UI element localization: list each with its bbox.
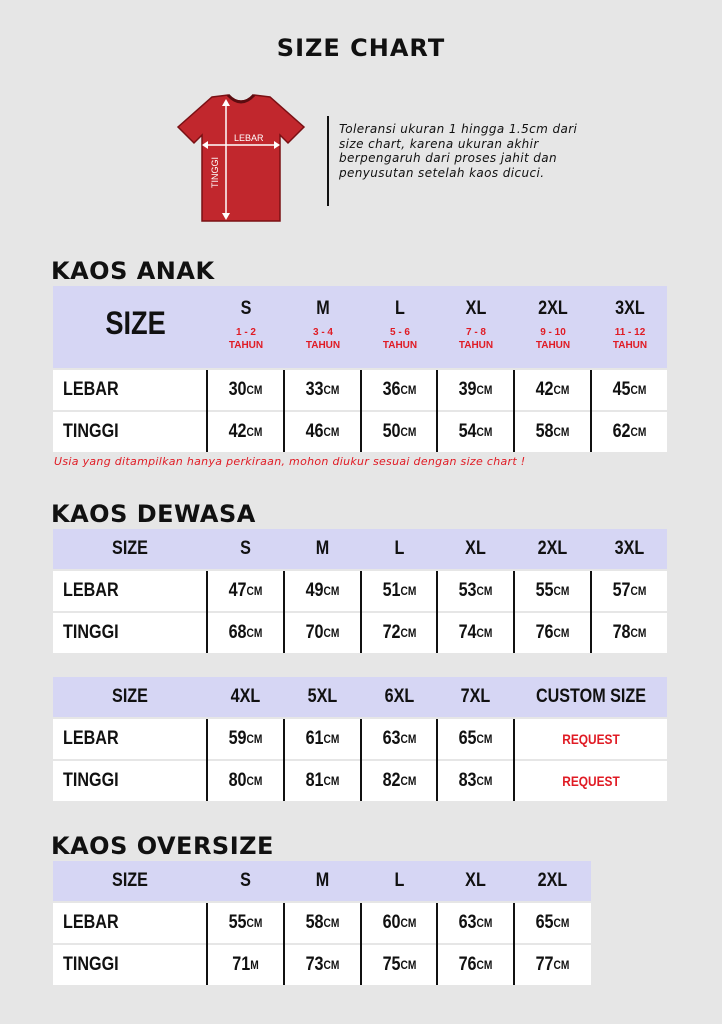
- dewasa2-tinggi-value: 81 CM: [305, 770, 340, 791]
- anak-tinggi-value: 42 CM: [228, 421, 263, 442]
- oversize-size-head: M: [315, 870, 330, 891]
- oversize-tinggi-value: 73 CM: [305, 954, 340, 975]
- column-divider: [206, 903, 208, 985]
- oversize-lebar-value: 60 CM: [382, 912, 417, 933]
- dewasa-tinggi-label: TINGGI: [63, 622, 119, 643]
- age-warning: Usia yang ditampilkan hanya perkiraan, mohon diukur sesuai dengan size chart !: [54, 455, 526, 468]
- anak-lebar-value: 36 CM: [382, 379, 417, 400]
- custom-lebar-request: REQUEST: [562, 731, 620, 747]
- column-divider: [283, 571, 285, 653]
- dewasa2-lebar-value: 61 CM: [305, 728, 340, 749]
- dewasa-size-head: 3XL: [614, 538, 645, 559]
- anak-size-head: XL 7 - 8 TAHUN: [458, 298, 494, 351]
- dewasa2-size-head: 6XL: [384, 686, 415, 707]
- oversize-tinggi-label: TINGGI: [63, 954, 119, 975]
- tshirt-diagram: [176, 93, 306, 225]
- custom-tinggi-request: REQUEST: [562, 773, 620, 789]
- dewasa-tinggi-value: 76 CM: [535, 622, 570, 643]
- column-divider: [360, 370, 362, 452]
- dewasa-size-head: L: [394, 538, 405, 559]
- dewasa2-tinggi-value: 80 CM: [228, 770, 263, 791]
- anak-size-head: L 5 - 6 TAHUN: [382, 298, 418, 351]
- page-title: SIZE CHART: [276, 34, 446, 62]
- dewasa-lebar-value: 51 CM: [382, 580, 417, 601]
- column-divider: [590, 370, 592, 452]
- oversize-lebar-value: 65 CM: [535, 912, 570, 933]
- dewasa2-lebar-value: 59 CM: [228, 728, 263, 749]
- dewasa-tinggi-value: 70 CM: [305, 622, 340, 643]
- dewasa2-lebar-label: LEBAR: [63, 728, 119, 749]
- anak-size-head: 3XL 11 - 12 TAHUN: [612, 298, 648, 351]
- custom-size-label: CUSTOM SIZE: [535, 686, 647, 707]
- dewasa-lebar-value: 47 CM: [228, 580, 263, 601]
- column-divider: [513, 903, 515, 985]
- column-divider: [283, 719, 285, 801]
- anak-lebar-value: 45 CM: [612, 379, 647, 400]
- column-divider: [283, 370, 285, 452]
- dewasa-tinggi-value: 68 CM: [228, 622, 263, 643]
- anak-tinggi-value: 50 CM: [382, 421, 417, 442]
- dewasa2-lebar-value: 63 CM: [382, 728, 417, 749]
- column-divider: [360, 571, 362, 653]
- dewasa-size-head: 2XL: [537, 538, 568, 559]
- section-title-dewasa: KAOS DEWASA: [51, 500, 256, 528]
- section-title-oversize: KAOS OVERSIZE: [51, 832, 274, 860]
- dewasa2-size-head: 4XL: [230, 686, 261, 707]
- dewasa-lebar-value: 49 CM: [305, 580, 340, 601]
- oversize-tinggi-value: 76 CM: [458, 954, 493, 975]
- dewasa2-tinggi-label: TINGGI: [63, 770, 119, 791]
- dewasa2-size-head: 5XL: [307, 686, 338, 707]
- column-divider: [513, 370, 515, 452]
- column-divider: [436, 571, 438, 653]
- oversize-tinggi-value: 75 CM: [382, 954, 417, 975]
- anak-lebar-value: 42 CM: [535, 379, 570, 400]
- column-divider: [360, 719, 362, 801]
- anak-tinggi-value: 58 CM: [535, 421, 570, 442]
- oversize-tinggi-value: 71 M: [232, 954, 259, 975]
- column-divider: [590, 571, 592, 653]
- anak-size-label: SIZE: [105, 305, 166, 341]
- column-divider: [206, 571, 208, 653]
- lebar-diagram-label: LEBAR: [234, 133, 264, 143]
- column-divider: [436, 370, 438, 452]
- dewasa-size-label: SIZE: [112, 538, 148, 559]
- dewasa-size-head: S: [240, 538, 251, 559]
- anak-tinggi-value: 62 CM: [612, 421, 647, 442]
- oversize-size-head: L: [394, 870, 405, 891]
- dewasa2-tinggi-value: 83 CM: [458, 770, 493, 791]
- anak-tinggi-value: 46 CM: [305, 421, 340, 442]
- anak-lebar-label: LEBAR: [63, 379, 119, 400]
- anak-size-head: S 1 - 2 TAHUN: [228, 298, 264, 351]
- column-divider: [360, 903, 362, 985]
- column-divider: [436, 903, 438, 985]
- anak-lebar-value: 39 CM: [458, 379, 493, 400]
- column-divider: [206, 370, 208, 452]
- anak-size-head: M 3 - 4 TAHUN: [305, 298, 341, 351]
- column-divider: [436, 719, 438, 801]
- anak-lebar-value: 33 CM: [305, 379, 340, 400]
- oversize-tinggi-2xl: 77 CM: [535, 954, 570, 975]
- dewasa2-lebar-value: 65 CM: [458, 728, 493, 749]
- anak-tinggi-label: TINGGI: [63, 421, 119, 442]
- dewasa-lebar-value: 55 CM: [535, 580, 570, 601]
- anak-tinggi-value: 54 CM: [458, 421, 493, 442]
- dewasa-tinggi-value: 72 CM: [382, 622, 417, 643]
- tolerance-note: Toleransi ukuran 1 hingga 1.5cm dari size chart, karena ukuran akhir berpengaruh dari proses jahit dan penyusutan setelah kaos dicuci.: [339, 122, 578, 180]
- column-divider: [513, 571, 515, 653]
- dewasa2-tinggi-value: 82 CM: [382, 770, 417, 791]
- oversize-size-label: SIZE: [112, 870, 148, 891]
- dewasa-tinggi-value: 74 CM: [458, 622, 493, 643]
- dewasa-size-head: M: [315, 538, 330, 559]
- oversize-lebar-value: 55 CM: [228, 912, 263, 933]
- divider: [327, 116, 329, 206]
- oversize-size-head: 2XL: [537, 870, 568, 891]
- column-divider: [283, 903, 285, 985]
- tinggi-diagram-label: TINGGI: [210, 157, 220, 188]
- dewasa-lebar-label: LEBAR: [63, 580, 119, 601]
- anak-size-head: 2XL 9 - 10 TAHUN: [535, 298, 571, 351]
- column-divider: [513, 719, 515, 801]
- oversize-lebar-label: LEBAR: [63, 912, 119, 933]
- dewasa-size-head: XL: [465, 538, 486, 559]
- oversize-lebar-value: 63 CM: [458, 912, 493, 933]
- dewasa2-size-head: 7XL: [460, 686, 491, 707]
- dewasa2-size-label: SIZE: [112, 686, 148, 707]
- dewasa-lebar-value: 57 CM: [612, 580, 647, 601]
- oversize-size-head: S: [240, 870, 251, 891]
- dewasa-tinggi-value: 78 CM: [612, 622, 647, 643]
- anak-lebar-value: 30 CM: [228, 379, 263, 400]
- oversize-lebar-value: 58 CM: [305, 912, 340, 933]
- section-title-anak: KAOS ANAK: [51, 257, 215, 285]
- oversize-size-head: XL: [465, 870, 486, 891]
- dewasa-lebar-value: 53 CM: [458, 580, 493, 601]
- column-divider: [206, 719, 208, 801]
